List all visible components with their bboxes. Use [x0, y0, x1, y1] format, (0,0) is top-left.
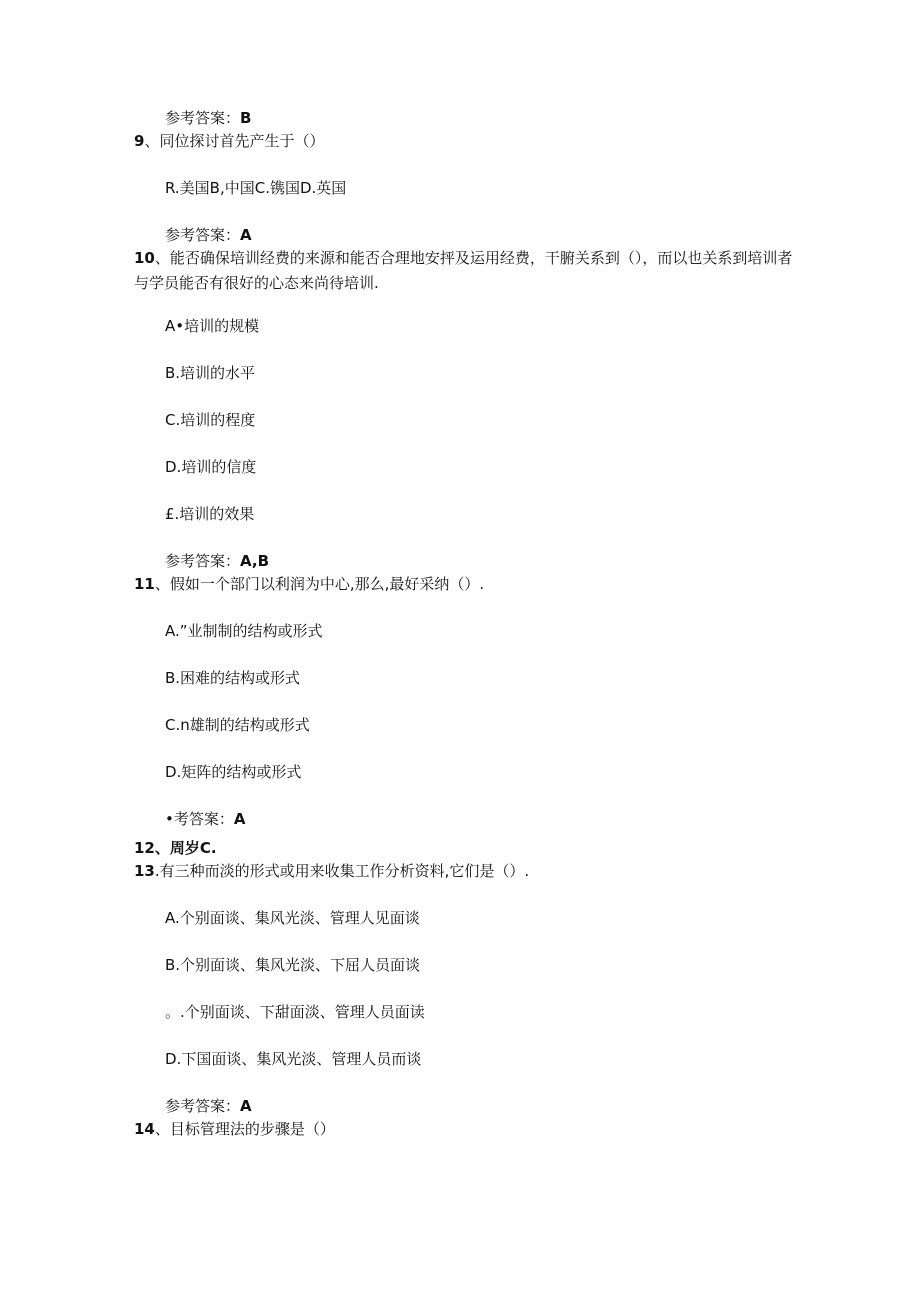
option-line: B.个别面谈、集风光淡、下屈人员面谈: [165, 956, 421, 974]
answer-line: 参考答案：B: [165, 109, 252, 127]
question-line: 12、周岁C.: [134, 839, 217, 857]
answer-line: 参考答案：A: [165, 1097, 252, 1115]
option-line: R.美国B,中国C.镌国D.英国: [165, 179, 347, 197]
option-line: D.下国面谈、集风光淡、管理人员而谈: [165, 1050, 422, 1068]
question-line: 14、目标管理法的步骤是（）: [134, 1120, 335, 1138]
question-line: 10、能否确保培训经费的来源和能否合理地安抨及运用经费，干腑关系到（），而以也关系到培训者与学员能否有很好的心态来尚待培训.: [134, 249, 793, 292]
answer-line: 参考答案：A: [165, 226, 252, 244]
option-line: B.困难的结构或形式: [165, 669, 301, 687]
answer-line: 参考答案：A,B: [165, 552, 270, 570]
option-line: A.”业制制的结构或形式: [165, 622, 323, 640]
option-line: D.矩阵的结构或形式: [165, 763, 302, 781]
option-line: C.n雄制的结构或形式: [165, 716, 310, 734]
answer-line: •考答案：A: [165, 810, 246, 828]
question-line: 13.有三种而淡的形式或用来收集工作分析资料,它们是（）.: [134, 862, 530, 880]
question-line: 9、同位探讨首先产生于（）: [134, 132, 325, 150]
question-line: 11、假如一个部门以利润为中心,那么,最好采纳（）.: [134, 575, 485, 593]
option-line: A•培训的规模: [165, 317, 260, 335]
option-line: A.个别面谈、集风光淡、管理人见面谈: [165, 909, 420, 927]
option-line: C.培训的程度: [165, 411, 256, 429]
option-line: B.培训的水平: [165, 364, 256, 382]
option-line: D.培训的信度: [165, 458, 257, 476]
option-line: 。.个别面谈、下甜面淡、管理人员面读: [165, 1003, 425, 1021]
option-line: £.培训的效果: [165, 505, 255, 523]
